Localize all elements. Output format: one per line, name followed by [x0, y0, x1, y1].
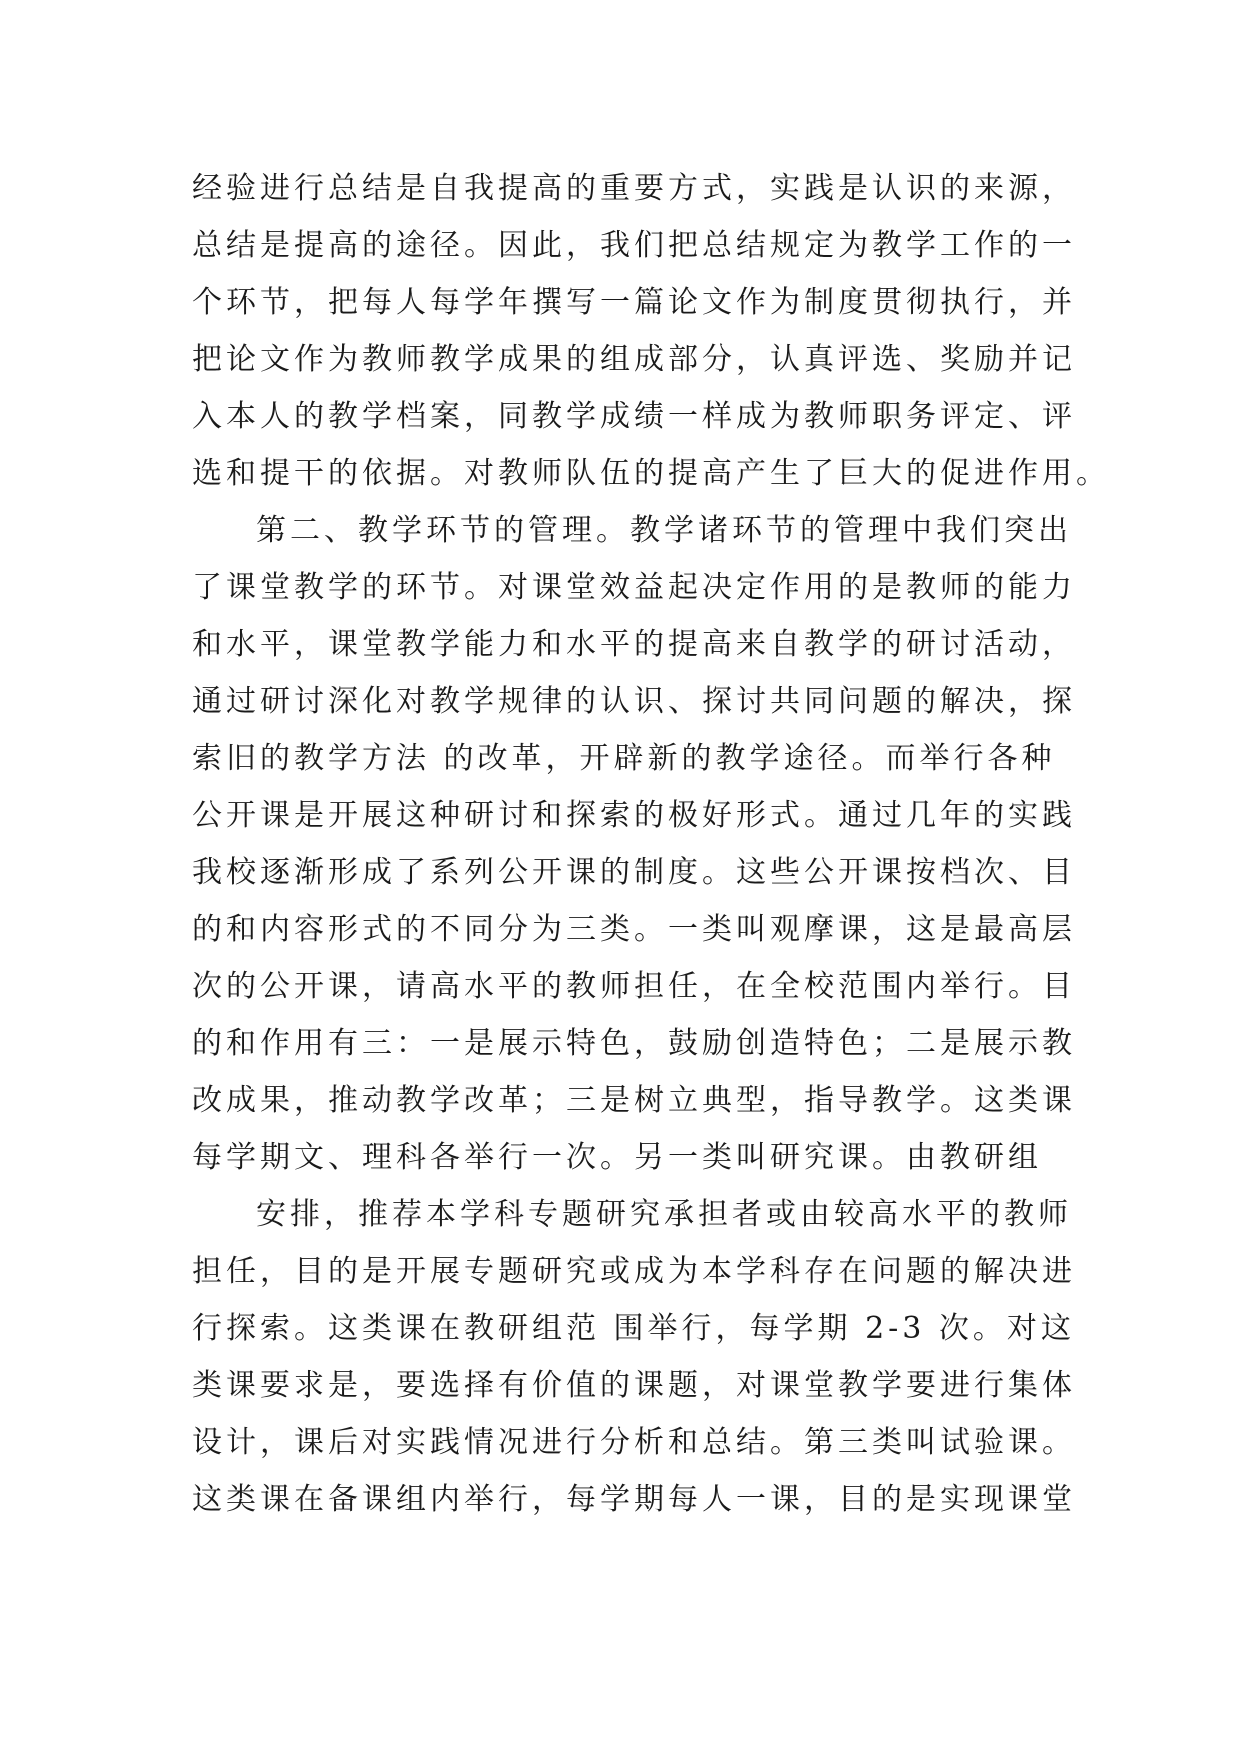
text-line: 个环节，把每人每学年撰写一篇论文作为制度贯彻执行，并 [192, 285, 1076, 320]
text-line: 索旧的教学方法 的改革，开辟新的教学途径。而举行各种 [192, 741, 1056, 776]
text-line: 行探索。这类课在教研组范 围举行，每学期 2-3 次。对这 [192, 1311, 1075, 1346]
text-line: 的和作用有三：一是展示特色，鼓励创造特色；二是展示教 [192, 1026, 1076, 1061]
text-line: 通过研讨深化对教学规律的认识、探讨共同问题的解决，探 [192, 684, 1076, 719]
text-line: 担任，目的是开展专题研究或成为本学科存在问题的解决进 [192, 1254, 1076, 1289]
text-line: 改成果，推动教学改革；三是树立典型，指导教学。这类课 [192, 1083, 1076, 1118]
text-line: 这类课在备课组内举行，每学期每人一课，目的是实现课堂 [192, 1482, 1076, 1517]
body-text [192, 160, 1110, 1528]
text-line: 的和内容形式的不同分为三类。一类叫观摩课，这是最高层 [192, 912, 1076, 947]
text-line: 每学期文、理科各举行一次。另一类叫研究课。由教研组 [192, 1140, 1042, 1175]
text-line: 类课要求是，要选择有价值的课题，对课堂教学要进行集体 [192, 1368, 1076, 1403]
text-line: 总结是提高的途径。因此，我们把总结规定为教学工作的一 [192, 228, 1076, 263]
paragraph-start-line: 第二、教学环节的管理。教学诸环节的管理中我们突出 [256, 513, 1072, 548]
text-line: 公开课是开展这种研讨和探索的极好形式。通过几年的实践 [192, 798, 1076, 833]
paragraph-start-line: 安排，推荐本学科专题研究承担者或由较高水平的教师 [256, 1197, 1072, 1232]
text-line: 了课堂教学的环节。对课堂效益起决定作用的是教师的能力 [192, 570, 1076, 605]
text-line: 设计，课后对实践情况进行分析和总结。第三类叫试验课。 [192, 1425, 1076, 1460]
text-line: 入本人的教学档案，同教学成绩一样成为教师职务评定、评 [192, 399, 1076, 434]
text-line: 次的公开课，请高水平的教师担任，在全校范围内举行。目 [192, 969, 1076, 1004]
text-line: 我校逐渐形成了系列公开课的制度。这些公开课按档次、目 [192, 855, 1076, 890]
text-line: 和水平，课堂教学能力和水平的提高来自教学的研讨活动， [192, 627, 1076, 662]
text-line: 经验进行总结是自我提高的重要方式，实践是认识的来源， [192, 171, 1076, 206]
text-line: 选和提干的依据。对教师队伍的提高产生了巨大的促进作用。 [192, 456, 1110, 491]
text-line: 把论文作为教师教学成果的组成部分，认真评选、奖励并记 [192, 342, 1076, 377]
